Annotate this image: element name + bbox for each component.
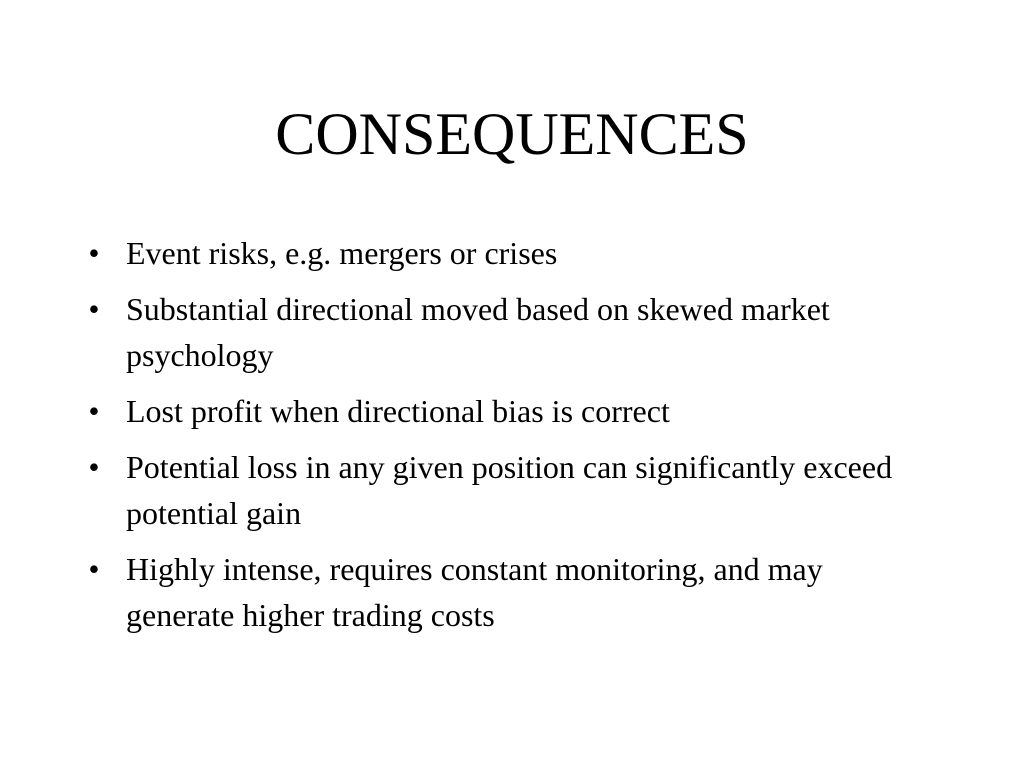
bullet-icon: • [88,551,100,587]
bullet-text: Highly intense, requires constant monitoring, and may generate higher trading costs [126,551,823,633]
slide-title: CONSEQUENCES [275,101,749,167]
bullet-text: Substantial directional moved based on skewed market psychology [126,291,830,373]
bullet-item [84,286,934,378]
bullet-list [84,230,934,648]
bullet-item [84,388,934,434]
bullet-item [84,444,934,536]
bullet-text: Lost profit when directional bias is correct [126,393,670,429]
bullet-icon: • [88,235,100,271]
bullet-icon: • [88,291,100,327]
bullet-text: Potential loss in any given position can significantly exceed potential gain [126,449,893,531]
bullet-icon: • [88,393,100,429]
bullet-item [84,230,934,276]
bullet-icon: • [88,449,100,485]
bullet-item [84,546,934,638]
bullet-text: Event risks, e.g. mergers or crises [126,235,558,271]
